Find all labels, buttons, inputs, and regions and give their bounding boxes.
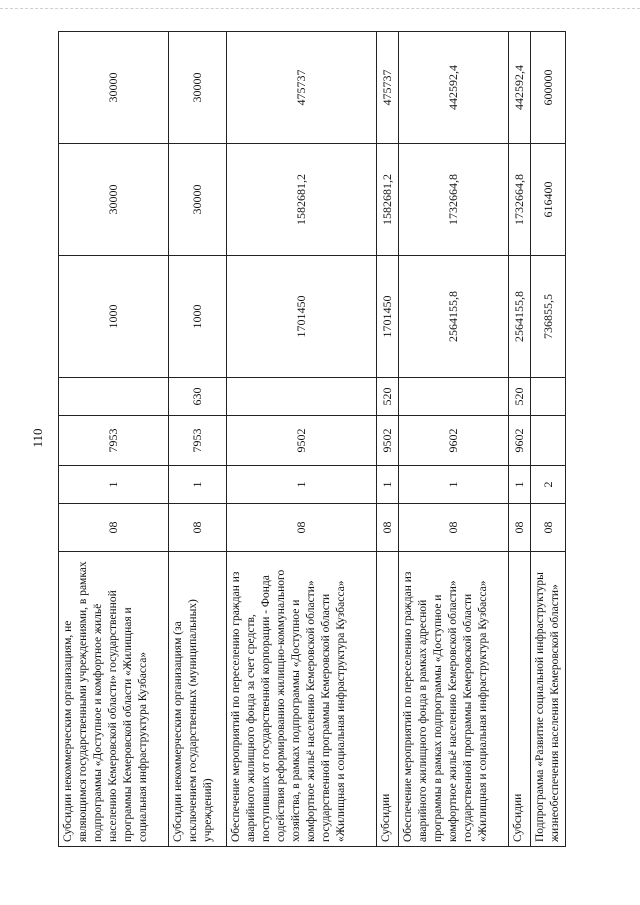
amount-year-2: 1732664,8 (399, 144, 509, 256)
table-row (59, 32, 169, 847)
amount-year-1: 2564155,8 (399, 256, 509, 378)
amount-year-1: 736855,5 (531, 256, 566, 378)
row-name: Подпрограмма «Развитие социальной инфраструктуры жизнеобеспечения населения Кемеровской области» (531, 552, 566, 847)
amount-year-3: 600000 (531, 32, 566, 144)
table-row (169, 32, 227, 847)
row-name: Субсидии (509, 552, 531, 847)
expense-type-code (531, 378, 566, 416)
amount-year-1: 1000 (169, 256, 227, 378)
target-article-code: 9502 (227, 416, 377, 466)
target-article-code: 7953 (169, 416, 227, 466)
row-name: Субсидии (377, 552, 399, 847)
section-code: 08 (377, 504, 399, 552)
amount-year-1: 1000 (59, 256, 169, 378)
amount-year-3: 442592,4 (399, 32, 509, 144)
expense-type-code (59, 378, 169, 416)
amount-year-3: 475737 (377, 32, 399, 144)
table-row (399, 32, 509, 847)
table-row (377, 32, 399, 847)
row-name: Обеспечение мероприятий по переселению граждан из аварийного жилищного фонда в рамках адресной программы в рамках подпрограммы «Доступное и комфортное жильё населению Кемеровской области» государственной программы Кемеровской области «Жилищная и социальная инфраструктура Кузбасса» (399, 552, 509, 847)
subprogram-code: 1 (377, 466, 399, 504)
amount-year-3: 30000 (169, 32, 227, 144)
table-row (227, 32, 377, 847)
expense-type-code: 520 (377, 378, 399, 416)
amount-year-3: 475737 (227, 32, 377, 144)
subprogram-code: 1 (399, 466, 509, 504)
amount-year-3: 30000 (59, 32, 169, 144)
target-article-code: 9602 (509, 416, 531, 466)
amount-year-2: 1582681,2 (377, 144, 399, 256)
amount-year-2: 1582681,2 (227, 144, 377, 256)
table-row (531, 32, 566, 847)
section-code: 08 (227, 504, 377, 552)
scan-edge-line (0, 8, 640, 9)
amount-year-1: 1701450 (227, 256, 377, 378)
amount-year-2: 30000 (169, 144, 227, 256)
row-name: Субсидии некоммерческим организациям (за исключением государственных (муниципальных) учреждений) (169, 552, 227, 847)
amount-year-2: 30000 (59, 144, 169, 256)
section-code: 08 (509, 504, 531, 552)
amount-year-1: 1701450 (377, 256, 399, 378)
budget-table (58, 31, 566, 847)
section-code: 08 (59, 504, 169, 552)
section-code: 08 (399, 504, 509, 552)
amount-year-2: 616400 (531, 144, 566, 256)
subprogram-code: 1 (169, 466, 227, 504)
target-article-code: 7953 (59, 416, 169, 466)
expense-type-code (227, 378, 377, 416)
row-name: Субсидии некоммерческим организациям, не являющимся государственными учреждениями, в рамках подпрограммы «Доступное и комфортное жильё населению Кемеровской области» государственной программы Кемеровской области «Жилищная и социальная инфраструктура Кузбасса» (59, 552, 169, 847)
expense-type-code (399, 378, 509, 416)
expense-type-code: 630 (169, 378, 227, 416)
target-article-code: 9602 (399, 416, 509, 466)
amount-year-2: 1732664,8 (509, 144, 531, 256)
subprogram-code: 1 (59, 466, 169, 504)
section-code: 08 (531, 504, 566, 552)
section-code: 08 (169, 504, 227, 552)
target-article-code: 9502 (377, 416, 399, 466)
subprogram-code: 1 (509, 466, 531, 504)
amount-year-3: 442592,4 (509, 32, 531, 144)
table-row (509, 32, 531, 847)
rotated-budget-table (58, 32, 561, 847)
subprogram-code: 2 (531, 466, 566, 504)
page-number: 110 (30, 428, 45, 448)
row-name: Обеспечение мероприятий по переселению граждан из аварийного жилищного фонда за счет средств, поступивших от государственной корпорации - Фонда содействия реформированию жилищно-коммунального хозяйства, в рамках подпрограммы «Доступное и комфортное жильё населению Кемеровской области» государственной программы Кемеровской области «Жилищная и социальная инфраструктура Кузбасса» (227, 552, 377, 847)
expense-type-code: 520 (509, 378, 531, 416)
subprogram-code: 1 (227, 466, 377, 504)
amount-year-1: 2564155,8 (509, 256, 531, 378)
target-article-code (531, 416, 566, 466)
